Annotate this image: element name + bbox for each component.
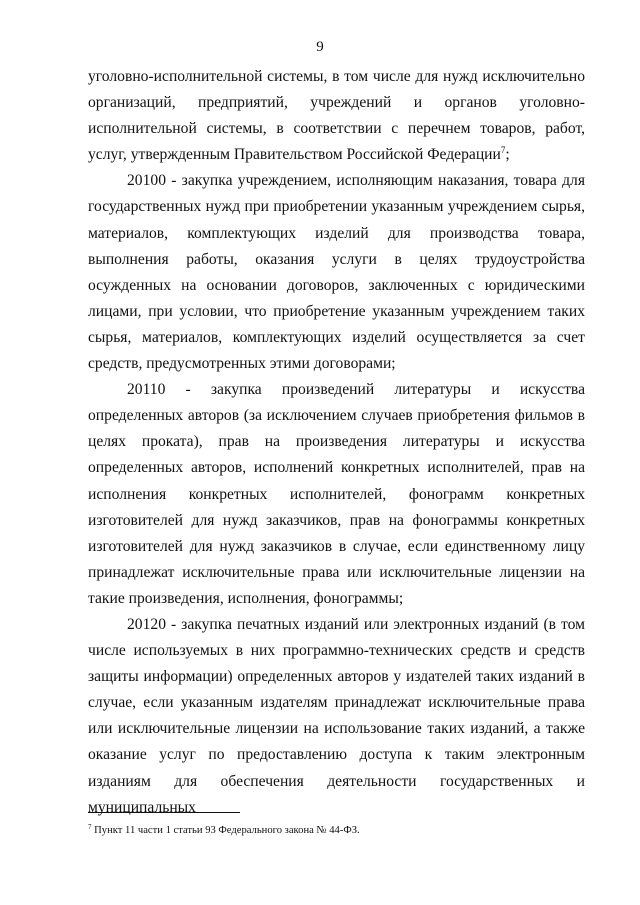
body-text xyxy=(88,64,585,821)
page-number: 9 xyxy=(316,39,324,55)
footnote-divider xyxy=(88,812,240,813)
footnote xyxy=(88,824,585,838)
paragraph-20110: 20110 - закупка произведений литературы и искусства определенных авторов (за исключением случаев приобретения фильмов в целях проката), прав на произведения литературы и искусства определенных авторов, исполнений конкретных исполнителей, прав на исполнения конкретных исполнителей, фонограмм конкретных изготовителей для нужд заказчиков, прав на фонограммы конкретных изготовителей для нужд заказчиков в случае, если единственному лицу принадлежат исключительные права или исключительные лицензии на такие произведения, исполнения, фонограммы; xyxy=(88,381,585,607)
paragraph-text: уголовно-исполнительной системы, в том числе для нужд исключительно организаций, предприятий, учреждений и органов уголовно-исполнительной системы, в соответствии с перечнем товаров, работ, услуг, утвержденным Правительством Российской Федерации xyxy=(88,68,585,164)
footnote-text: Пункт 11 части 1 статьи 93 Федерального закона № 44-ФЗ. xyxy=(91,825,360,836)
paragraph-20120: 20120 - закупка печатных изданий или электронных изданий (в том числе используемых в них программно-технических средств и средств защиты информации) определенных авторов у издателей таких изданий в случае, если указанным издателям принадлежат исключительные права или исключительные лицензии на использование таких изданий, а также оказание услуг по предоставлению доступа к таким электронным изданиям для обеспечения деятельности государственных и муниципальных xyxy=(88,615,585,816)
paragraph-continuation xyxy=(88,64,585,168)
paragraph-tail: ; xyxy=(505,146,510,164)
footnote-number: 7 xyxy=(88,823,92,831)
paragraph-20100: 20100 - закупка учреждением, исполняющим наказания, товара для государственных нужд при приобретении указанным учреждением сырья, материалов, комплектующих изделий для производства товара, выполнения работы, оказания услуги в целях трудоустройства осужденных на основании договоров, заключенных с юридическими лицами, при условии, что приобретение указанным учреждением таких сырья, материалов, комплектующих изделий осуществляется за счет средств, предусмотренных этими договорами; xyxy=(88,172,585,373)
footnote-reference[interactable]: 7 xyxy=(500,145,506,156)
